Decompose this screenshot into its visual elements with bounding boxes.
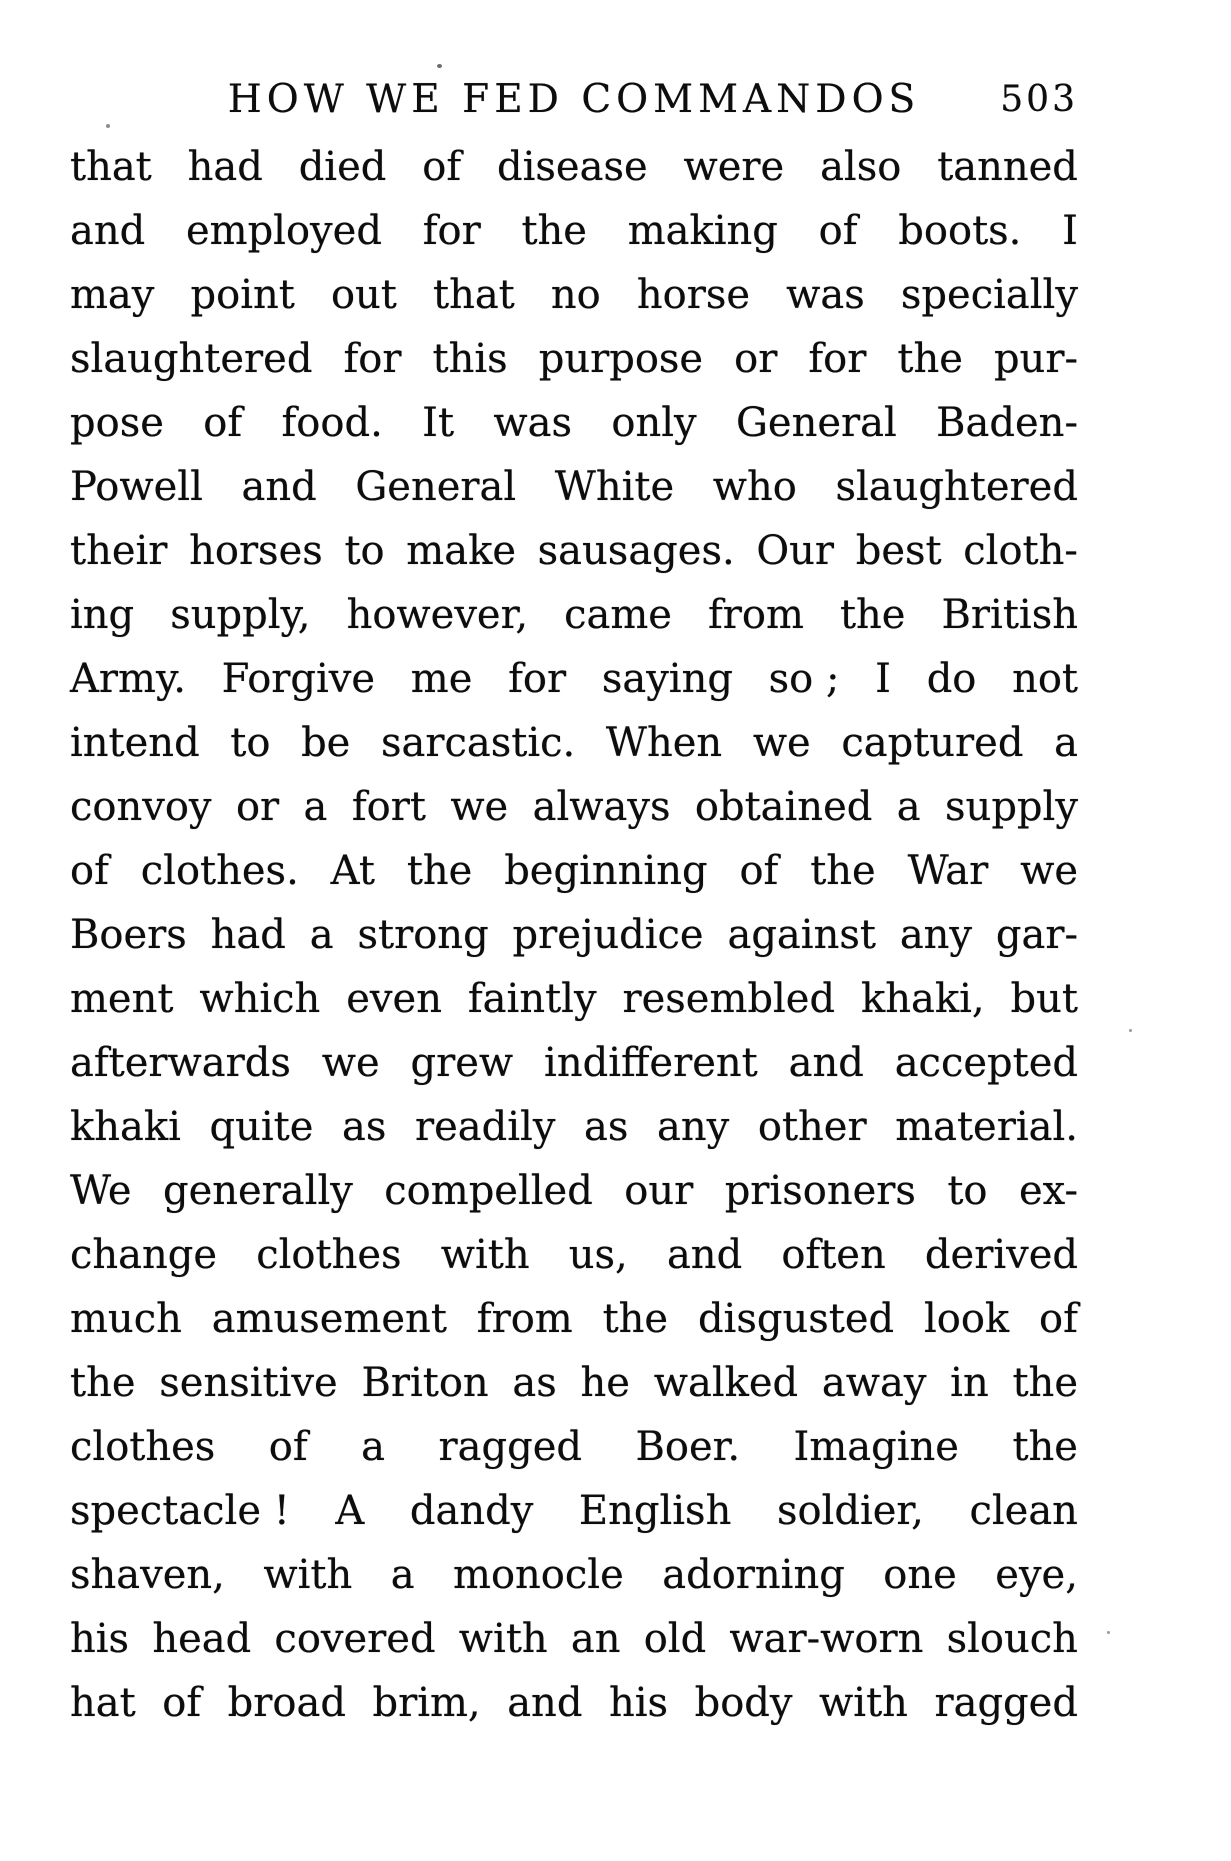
text-line: Army. Forgive me for saying so ; I do not xyxy=(70,656,1078,702)
text-line: We generally compelled our prisoners to ex- xyxy=(70,1168,1078,1214)
text-line: the sensitive Briton as he walked away in the xyxy=(70,1360,1078,1406)
text-line: hat of broad brim, and his body with ragged xyxy=(70,1680,1078,1726)
scan-speck xyxy=(106,124,110,128)
text-line: slaughtered for this purpose or for the pur- xyxy=(70,336,1078,382)
text-line: convoy or a fort we always obtained a supply xyxy=(70,784,1078,830)
scan-speck xyxy=(437,64,442,68)
text-line: and employed for the making of boots. I xyxy=(70,208,1078,254)
text-line: khaki quite as readily as any other material. xyxy=(70,1104,1078,1150)
text-line: much amusement from the disgusted look of xyxy=(70,1296,1078,1342)
text-line: pose of food. It was only General Baden- xyxy=(70,400,1078,446)
text-line: ing supply, however, came from the British xyxy=(70,592,1078,638)
text-line: ment which even faintly resembled khaki, but xyxy=(70,976,1078,1022)
text-line: their horses to make sausages. Our best cloth- xyxy=(70,528,1078,574)
page-header xyxy=(70,76,1078,124)
text-line: shaven, with a monocle adorning one eye, xyxy=(70,1552,1078,1598)
page-number: 503 xyxy=(1000,79,1078,120)
text-line: afterwards we grew indifferent and accepted xyxy=(70,1040,1078,1086)
text-line: intend to be sarcastic. When we captured a xyxy=(70,720,1078,766)
scan-speck xyxy=(1107,1631,1110,1634)
text-line: that had died of disease were also tanned xyxy=(70,144,1078,190)
body-text xyxy=(70,135,1078,1735)
text-line: spectacle ! A dandy English soldier, clean xyxy=(70,1488,1078,1534)
text-line: clothes of a ragged Boer. Imagine the xyxy=(70,1424,1078,1470)
text-line: of clothes. At the beginning of the War we xyxy=(70,848,1078,894)
text-line: Powell and General White who slaughtered xyxy=(70,464,1078,510)
text-line: his head covered with an old war-worn slouch xyxy=(70,1616,1078,1662)
text-line: change clothes with us, and often derived xyxy=(70,1232,1078,1278)
text-line: may point out that no horse was specially xyxy=(70,272,1078,318)
running-title: HOW WE FED COMMANDOS xyxy=(227,77,921,122)
scan-speck xyxy=(1129,1029,1132,1032)
text-line: Boers had a strong prejudice against any gar- xyxy=(70,912,1078,958)
